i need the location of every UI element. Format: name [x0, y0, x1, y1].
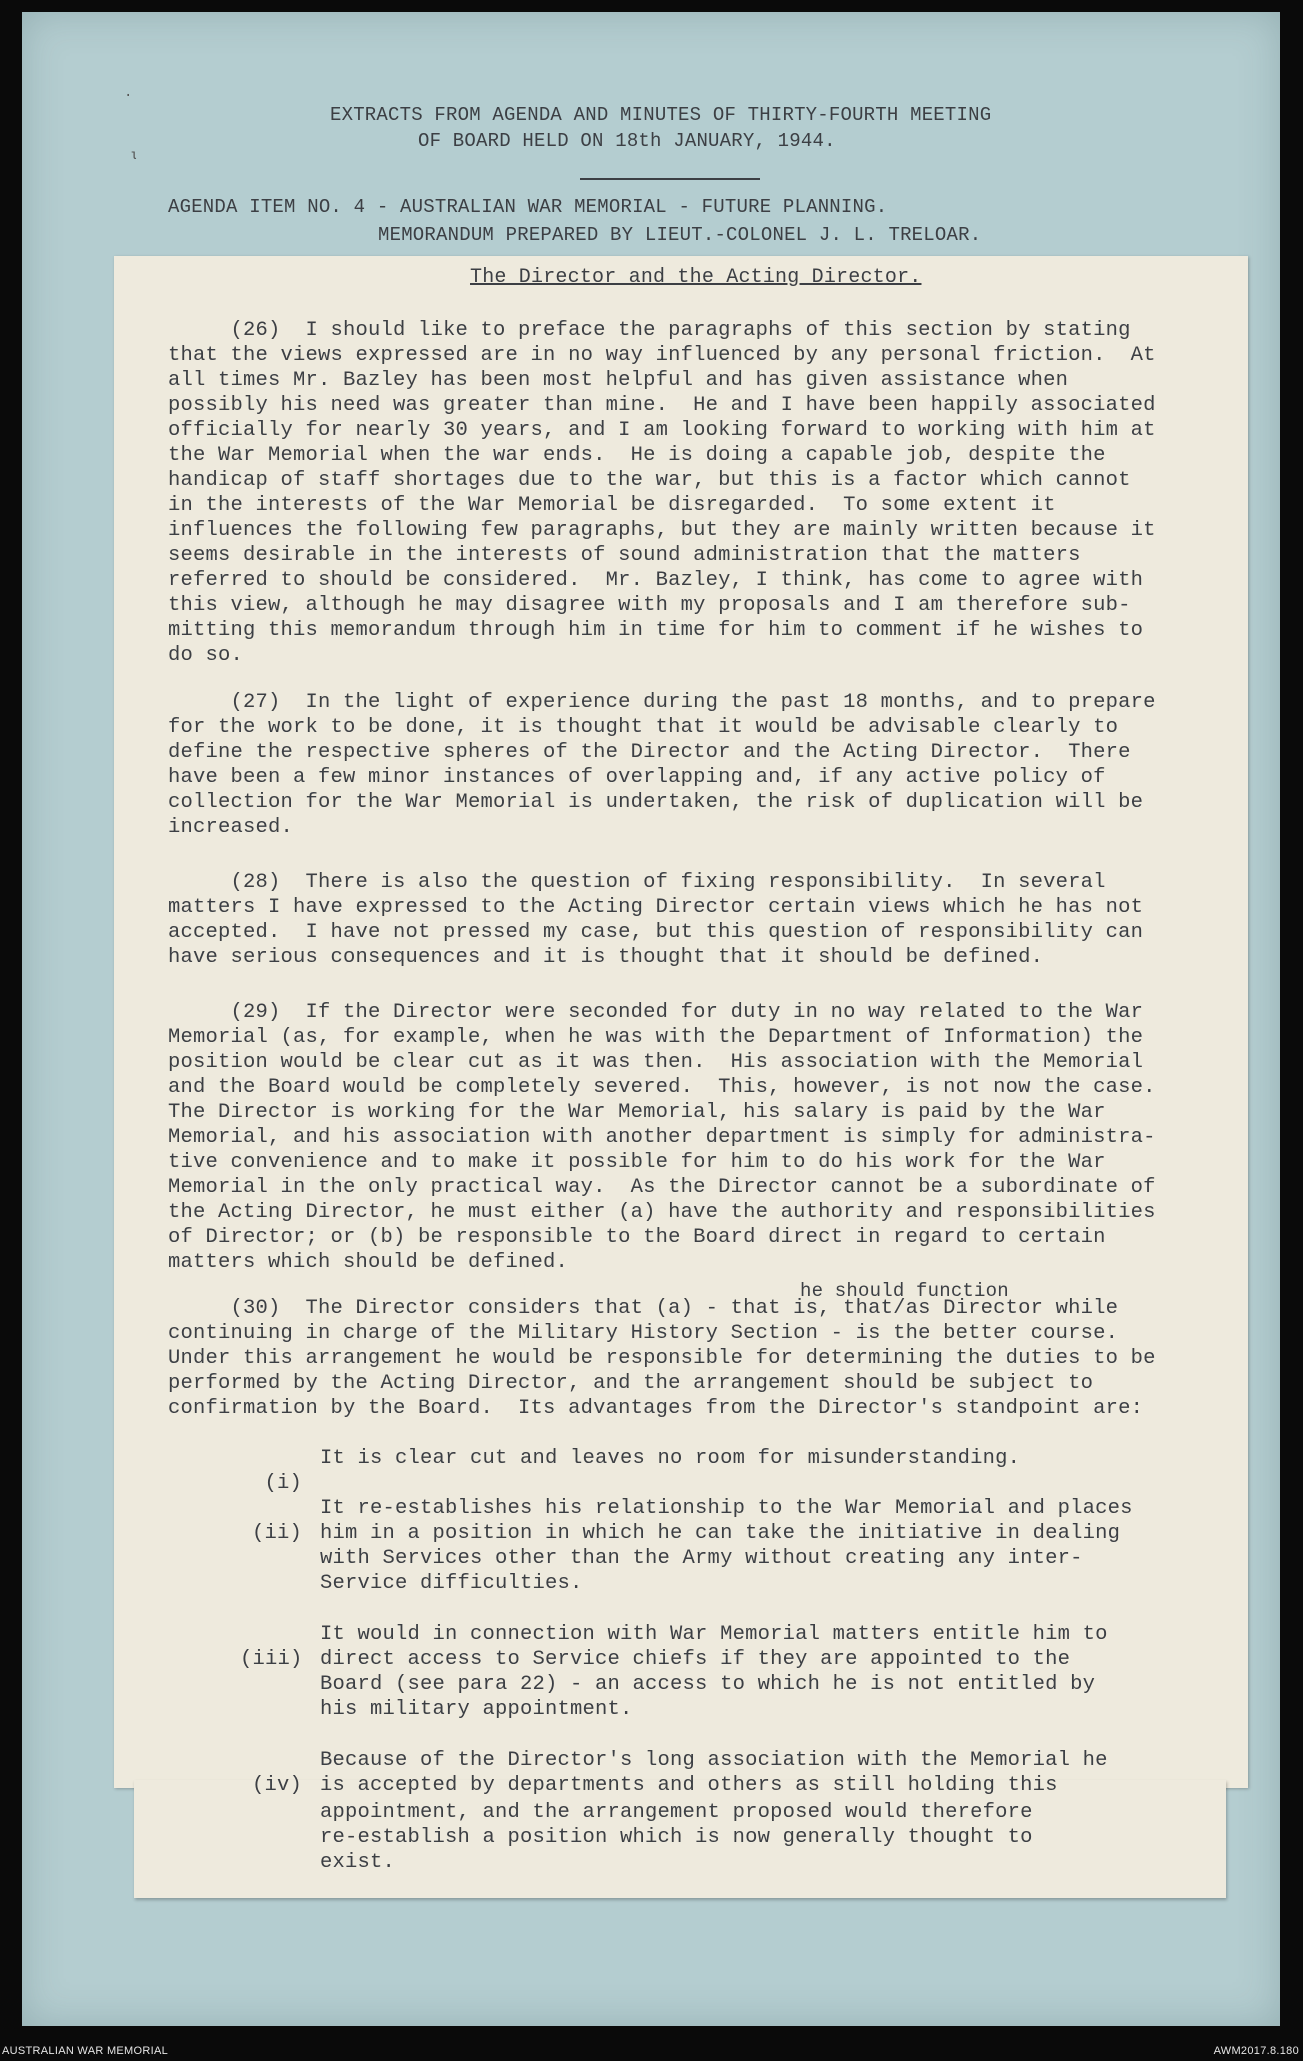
handwritten-insertion: he should function: [800, 1280, 1009, 1302]
memorandum-line: MEMORANDUM PREPARED BY LIEUT.-COLONEL J. L. TRELOAR.: [378, 224, 982, 246]
list-item-iv-continuation: appointment, and the arrangement proposed would therefore re-establish a position which is now generally thought to exist.: [320, 1801, 1033, 1874]
footer-accession-number: AWM2017.8.180: [1213, 2045, 1299, 2057]
list-item-text: It would in connection with War Memorial matters entitle him to direct access to Service chiefs if they are appointed to the Board (see para 22) - an access to which he is not entitled by his military appointment.: [320, 1623, 1108, 1721]
paragraph-30: (30) The Director considers that (a) - that is, that/as Director while continuing in charge of the Military History Section - is the better course. Under this arrangement he would be responsible for determining the duties to be performed by the Acting Director, and the arrangement should be subject to confirmation by the Board. Its advantages from the Director's standpoint are:: [168, 1297, 1156, 1420]
list-item-number: (i): [252, 1472, 303, 1495]
footer-credit: AUSTRALIAN WAR MEMORIAL: [2, 2045, 169, 2057]
list-item-text: Because of the Director's long association with the Memorial he is accepted by departments and others as still holding this: [320, 1749, 1108, 1797]
ink-mark: ɩ: [130, 148, 139, 164]
list-item-ii: [252, 1496, 1133, 1595]
paragraph-29: (29) If the Director were seconded for duty in no way related to the War Memorial (as, for example, when he was with the Department of Information) the position would be clear cut as it was then. His association with the Memorial and the Board would be completely severed. This, however, is not now the case. The Director is working for the War Memorial, his salary is paid by the War Memorial, and his association with another department is simply for administra- tive convenience and to make it possible for him to do his work for the War Memorial in the only practical way. As the Director cannot be a subordinate of the Acting Director, he must either (a) have the authority and responsibilities of Director; or (b) be responsible to the Board direct in regard to certain matters which should be defined.: [168, 1001, 1156, 1274]
list-item-iv: [252, 1748, 1108, 1823]
header-title-line2: OF BOARD HELD ON 18th JANUARY, 1944.: [418, 130, 836, 152]
list-item-number: (ii): [252, 1522, 303, 1545]
header-rule: [580, 178, 760, 180]
agenda-item-line: AGENDA ITEM NO. 4 - AUSTRALIAN WAR MEMORIAL - FUTURE PLANNING.: [168, 196, 888, 218]
paragraph-26: (26) I should like to preface the paragraphs of this section by stating that the views expressed are in no way influenced by any personal friction. At all times Mr. Bazley has been most helpful and has given assistance when possibly his need was greater than mine. He and I have been happily associated officially for nearly 30 years, and I am looking forward to working with him at the War Memorial when the war ends. He is doing a capable job, despite the handicap of staff shortages due to the war, but this is a factor which cannot in the interests of the War Memorial be disregarded. To some extent it influences the following few paragraphs, but they are mainly written because it seems desirable in the interests of sound administration that the matters referred to should be considered. Mr. Bazley, I think, has come to agree with this view, although he may disagree with my proposals and I am therefore sub- mitting this memorandum through him in time for him to comment if he wishes to do so.: [168, 319, 1156, 667]
paragraph-28: (28) There is also the question of fixing responsibility. In several matters I have expressed to the Acting Director certain views which he has not accepted. I have not pressed my case, but this question of responsibility can have serious consequences and it is thought that it should be defined.: [168, 871, 1144, 969]
paragraph-27: (27) In the light of experience during the past 18 months, and to prepare for the work to be done, it is thought that it would be advisable clearly to define the respective spheres of the Director and the Acting Director. There have been a few minor instances of overlapping and, if any active policy of collection for the War Memorial is undertaken, the risk of duplication will be increased.: [168, 691, 1156, 839]
section-title: The Director and the Acting Director.: [470, 266, 922, 289]
list-item-text: It is clear cut and leaves no room for misunderstanding.: [320, 1447, 1021, 1470]
list-item-text: It re-establishes his relationship to the War Memorial and places him in a position in which he can take the initiative in dealing with Services other than the Army without creating any inter- Service difficulties.: [320, 1497, 1133, 1595]
ink-mark: ·: [124, 88, 133, 104]
header-title-line1: EXTRACTS FROM AGENDA AND MINUTES OF THIRTY-FOURTH MEETING: [330, 104, 992, 126]
list-item-number: (iv): [252, 1774, 303, 1797]
list-item-iii: [240, 1622, 1108, 1721]
list-item-number: (iii): [240, 1648, 303, 1671]
